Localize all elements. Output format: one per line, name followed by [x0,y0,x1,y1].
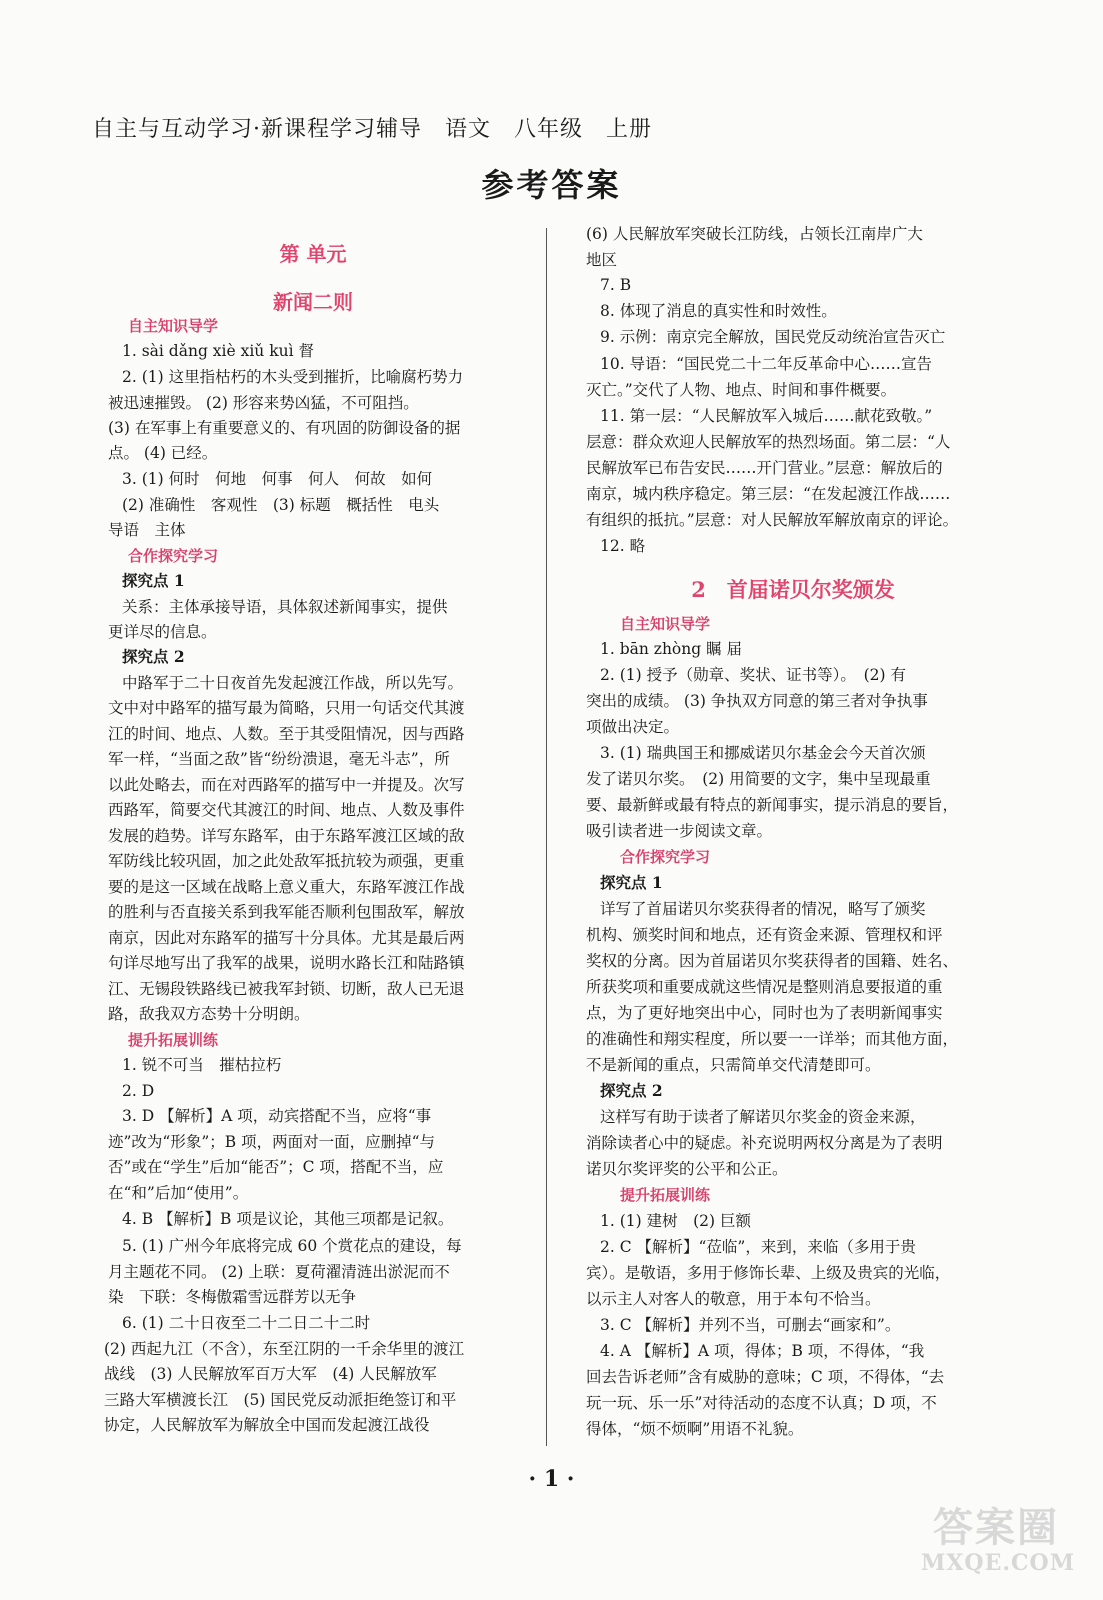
text-line: 更详尽的信息。 [108,623,217,641]
section-heading: 提升拓展训练 [620,1186,711,1204]
text-line: 7. B [600,276,632,294]
text-line: 的胜利与否直接关系到我军能否顺利包围敌军，解放 [108,903,465,921]
text-line: 要的是这一区域在战略上意义重大，东路军渡江作战 [108,878,465,896]
text-line: 4. A 【解析】A 项，得体；B 项，不得体，“我 [600,1342,925,1360]
subsection-heading: 探究点 1 [122,571,185,590]
text-line: 战线 (3) 人民解放军百万大军 (4) 人民解放军 [104,1365,437,1383]
text-line: 突出的成绩。 (3) 争执双方同意的第三者对争执事 [586,692,928,710]
text-line: 江、无锡段铁路线已被我军封锁、切断，敌人已无退 [108,980,465,998]
text-line: 地区 [586,251,618,269]
text-line: 奖权的分离。因为首届诺贝尔奖获得者的国籍、姓名、 [586,952,959,970]
section-heading: 提升拓展训练 [128,1031,219,1049]
text-line: 11. 第一层：“人民解放军入城后……献花致敬。” [600,407,933,425]
text-line: 1. bān zhòng 瞩 届 [600,640,743,658]
text-line: (2) 准确性 客观性 (3) 标题 概括性 电头 [122,496,440,514]
watermark [921,1504,1076,1586]
text-line: 要、最新鲜或最有特点的新闻事实，提示消息的要旨， [586,796,959,814]
text-line: 发展的趋势。详写东路军，由于东路军渡江区域的敌 [108,827,465,845]
text-line: 4. B 【解析】B 项是议论，其他三项都是记叙。 [122,1210,454,1228]
text-line: 在“和”后加“使用”。 [108,1184,249,1202]
text-line: 3. C 【解析】并列不当，可删去“画家和”。 [600,1316,901,1334]
text-line: 军一样，“当面之敌”皆“纷纷溃退，毫无斗志”，所 [108,750,450,768]
text-line: 协定，人民解放军为解放全中国而发起渡江战役 [104,1416,430,1434]
text-line: 2. C 【解析】“莅临”，来到，来临（多用于贵 [600,1238,916,1256]
book-header: 自主与互动学习·新课程学习辅导 语文 八年级 上册 [92,117,652,142]
text-line: 层意：群众欢迎人民解放军的热烈场面。第二层：“人 [586,433,951,451]
lesson-heading: 2 首届诺贝尔奖颁发 [691,577,895,602]
text-line: 5. (1) 广州今年底将完成 60 个赏花点的建设，每 [122,1237,462,1255]
page-title: 参考答案 [481,166,622,204]
text-line: 3. D 【解析】A 项，动宾搭配不当，应将“事 [122,1107,432,1125]
text-line: 不是新闻的重点，只需简单交代清楚即可。 [586,1056,881,1074]
page-number: · 1 · [528,1466,575,1492]
text-line: 民解放军已布告安民……开门营业。”层意：解放后的 [586,459,943,477]
text-line: 宾）。是敬语，多用于修饰长辈、上级及贵宾的光临， [586,1264,951,1282]
unit-heading: 第 单元 [279,242,347,266]
section-heading: 合作探究学习 [128,547,219,565]
text-line: 3. (1) 何时 何地 何事 何人 何故 如何 [122,470,433,488]
text-line: 详写了首届诺贝尔奖获得者的情况，略写了颁奖 [600,900,926,918]
text-line: 吸引读者进一步阅读文章。 [586,822,773,840]
text-line: 被迅速摧毁。 (2) 形容来势凶猛，不可阻挡。 [108,394,419,412]
text-line: 有组织的抵抗。”层意：对人民解放军解放南京的评论。 [586,511,959,529]
text-line: 3. (1) 瑞典国王和挪威诺贝尔基金会今天首次颁 [600,744,926,762]
text-line: 12. 略 [600,537,646,555]
text-line: 2. D [122,1082,155,1100]
text-line: 否”或在“学生”后加“能否”；C 项，搭配不当，应 [108,1158,444,1176]
text-line: 关系：主体承接导语，具体叙述新闻事实，提供 [122,598,448,616]
text-line: 点。 (4) 已经。 [108,444,218,462]
section-heading: 自主知识导学 [128,317,219,335]
text-line: 江的时间、地点、人数。至于其受阻情况，因与西路 [108,725,465,743]
text-line: 这样写有助于读者了解诺贝尔奖金的资金来源， [600,1108,926,1126]
text-line: 9. 示例：南京完全解放，国民党反动统治宣告灭亡 [600,328,946,346]
lesson-heading: 新闻二则 [273,290,353,314]
text-line: 1. sài dǎng xiè xiǔ kuì 督 [122,342,314,360]
text-line: 机构、颁奖时间和地点，还有资金来源、管理权和评 [586,926,943,944]
text-line: 染 下联：冬梅傲霜雪远群芳以无争 [108,1288,357,1306]
subsection-heading: 探究点 2 [600,1081,663,1100]
text-line: 点，为了更好地突出中心，同时也为了表明新闻事实 [586,1004,943,1022]
watermark-logo-text: 答案圈 [933,1504,1059,1551]
text-line: 2. (1) 授予（勋章、奖状、证书等）。 (2) 有 [600,666,906,684]
text-line: 南京，城内秩序稳定。第三层：“在发起渡江作战…… [586,485,951,503]
text-line: 1. (1) 建树 (2) 巨额 [600,1212,751,1230]
text-line: 1. 锐不可当 摧枯拉朽 [122,1056,282,1074]
text-line: 以此处略去，而在对西路军的描写中一并提及。次写 [108,776,465,794]
text-line: 10. 导语：“国民党二十二年反革命中心……宣告 [600,355,933,373]
text-line: 迹”改为“形象”；B 项，两面对一面，应删掉“与 [108,1133,436,1151]
text-line: 军防线比较巩固，加之此处敌军抵抗较为顽强，更重 [108,852,465,870]
text-line: 项做出决定。 [586,718,680,736]
text-line: 2. (1) 这里指枯朽的木头受到摧折，比喻腐朽势力 [122,368,464,386]
text-line: 诺贝尔奖评奖的公平和公正。 [586,1160,788,1178]
text-line: 所获奖项和重要成就这些情况是整则消息要报道的重 [586,978,943,996]
text-line: 得体，“烦不烦啊”用语不礼貌。 [586,1420,804,1438]
column-divider [546,228,547,1446]
text-line: (6) 人民解放军突破长江防线，占领长江南岸广大 [586,225,923,243]
text-line: 回去告诉老师”含有威胁的意味；C 项，不得体，“去 [586,1368,945,1386]
text-line: 句详尽地写出了我军的战果，说明水路长江和陆路镇 [108,954,465,972]
text-line: 中路军于二十日夜首先发起渡江作战，所以先写。 [122,674,464,692]
text-line: 8. 体现了消息的真实性和时效性。 [600,302,837,320]
text-line: 导语 主体 [108,521,186,539]
text-line: 的准确性和翔实程度，所以要一一详举；而其他方面， [586,1030,959,1048]
watermark-url: MXQE.COM [921,1550,1076,1576]
text-line: (3) 在军事上有重要意义的、有巩固的防御设备的据 [108,419,461,437]
text-line: 文中对中路军的描写最为简略，只用一句话交代其渡 [108,699,465,717]
text-line: 以示主人对客人的敬意，用于本句不恰当。 [586,1290,881,1308]
text-line: 南京，因此对东路军的描写十分具体。尤其是最后两 [108,929,465,947]
text-line: 月主题花不同。 (2) 上联：夏荷濯清涟出淤泥而不 [108,1263,450,1281]
text-line: 消除读者心中的疑虑。补充说明两权分离是为了表明 [586,1134,943,1152]
subsection-heading: 探究点 2 [122,647,185,666]
text-line: 发了诺贝尔奖。 (2) 用简要的文字，集中呈现最重 [586,770,931,788]
text-line: (2) 西起九江（不含），东至江阴的一千余华里的渡江 [104,1340,465,1358]
text-line: 西路军，简要交代其渡江的时间、地点、人数及事件 [108,801,465,819]
text-line: 玩一玩、乐一乐”对待活动的态度不认真；D 项，不 [586,1394,937,1412]
section-heading: 合作探究学习 [620,848,711,866]
subsection-heading: 探究点 1 [600,873,663,892]
text-line: 灭亡。”交代了人物、地点、时间和事件概要。 [586,381,897,399]
text-line: 路，敌我双方态势十分明朗。 [108,1005,310,1023]
section-heading: 自主知识导学 [620,615,711,633]
text-line: 三路大军横渡长江 (5) 国民党反动派拒绝签订和平 [104,1391,457,1409]
text-line: 6. (1) 二十日夜至二十二日二十二时 [122,1314,371,1332]
